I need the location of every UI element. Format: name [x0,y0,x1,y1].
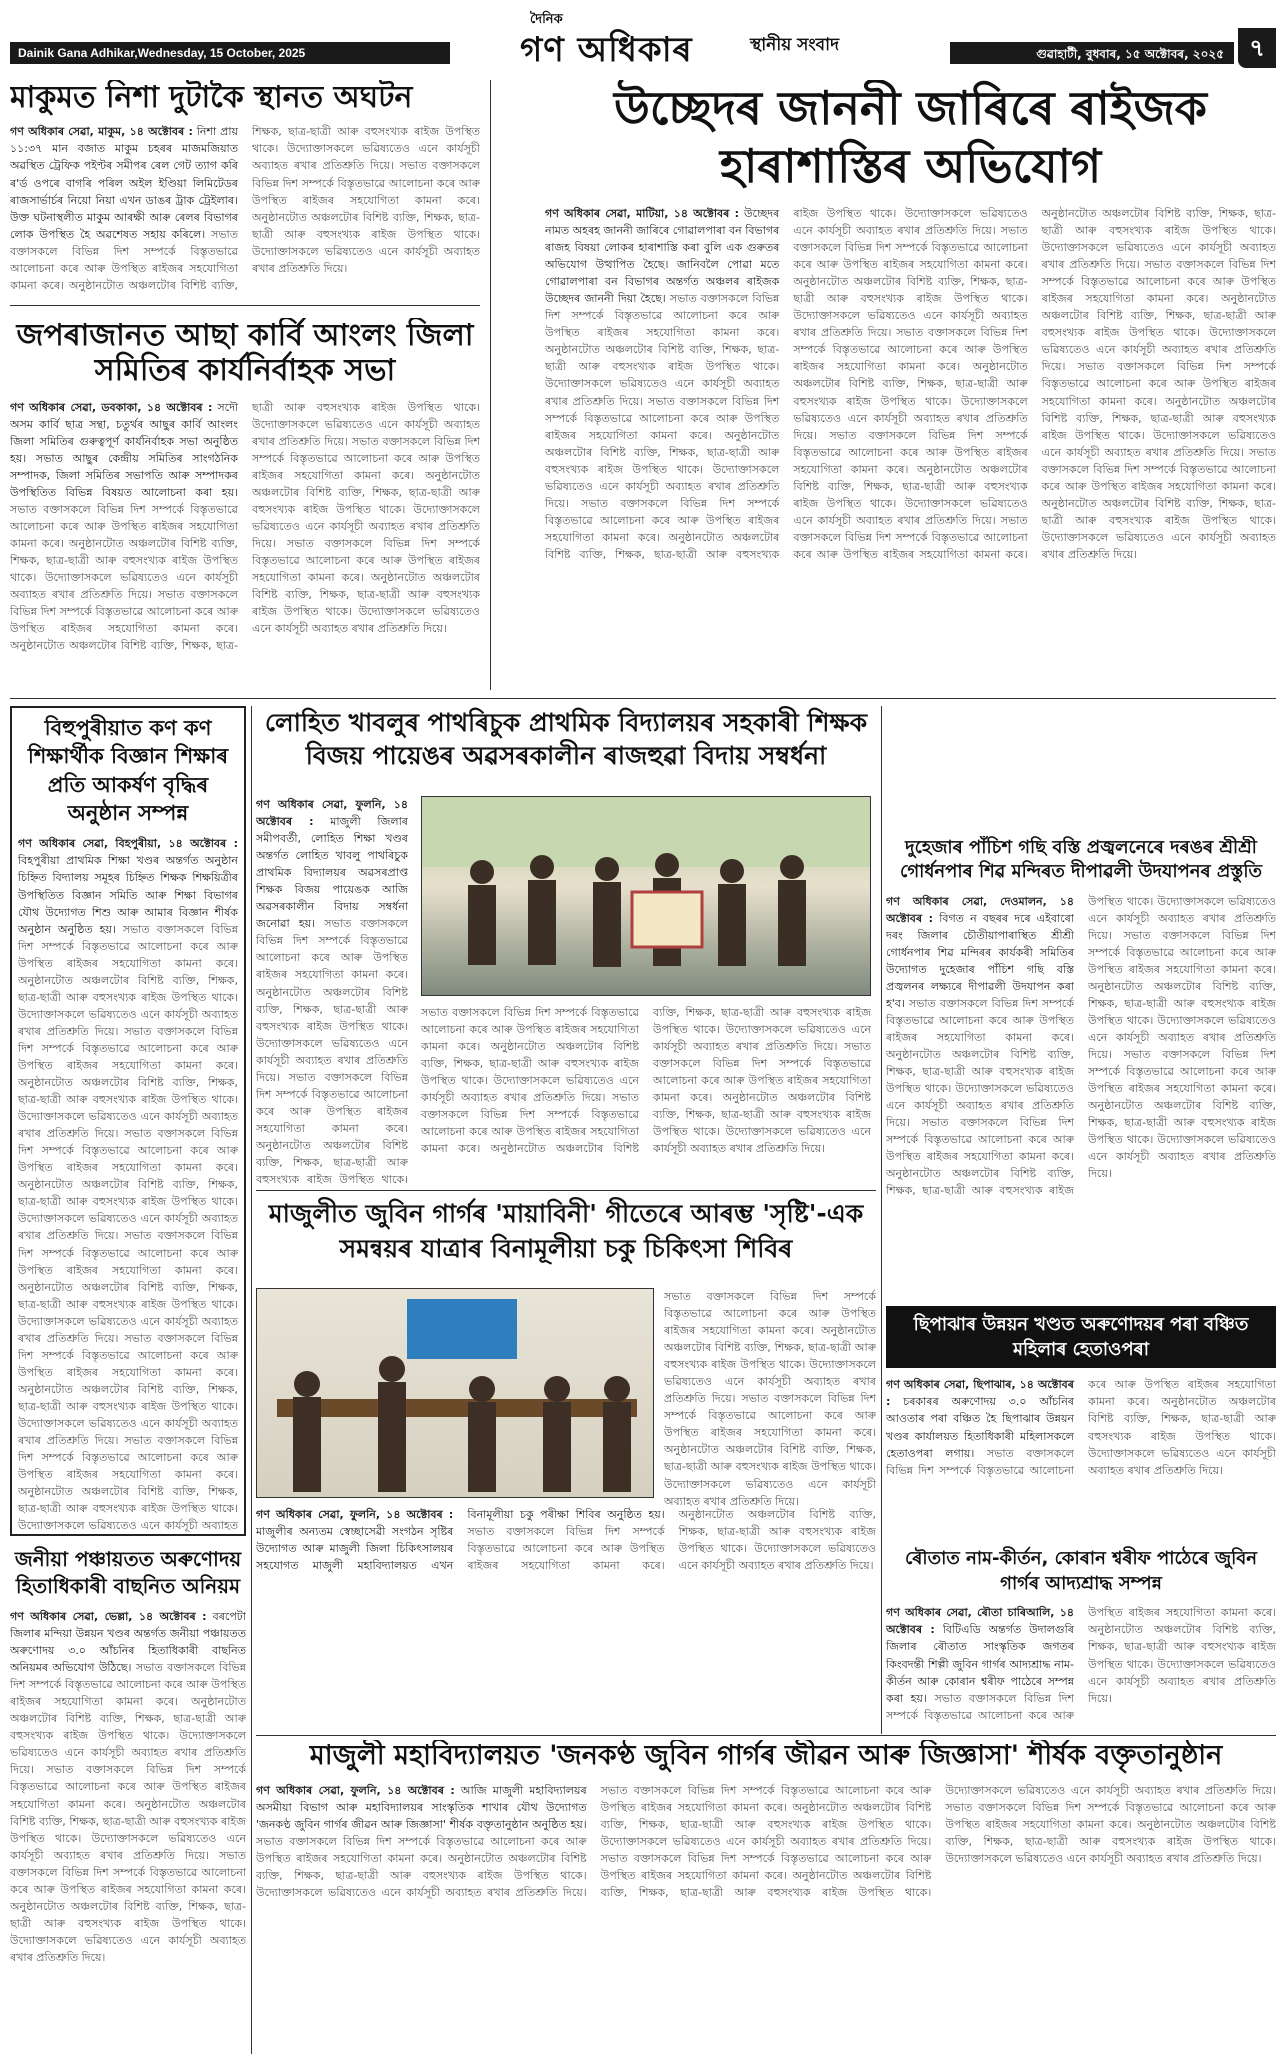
eye-camp-photo [256,1288,654,1498]
column-rule [10,305,480,306]
article-sipajhar [886,1306,1276,1536]
column-rule [251,706,252,2054]
article-body: গণ অধিকাৰ সেৱা, ফুলনি, ১৪ অক্টোবৰ : মাজুলী জিলাৰ সমীপবৰ্তী, লোহিত শিক্ষা খণ্ডৰ অন্তৰ্গত লোহিত খাবলু পাথৰিচুক প্ৰাথমিক বিদ্যালয়ৰ অৱসৰপ্ৰাপ্ত শিক্ষক বিজয় পায়েঙক আজি অৱসৰকালীন বিদায় সম্বৰ্ধনা জনোৱা হয়। সভাত বক্তাসকলে বিভিন্ন দিশ সম্পৰ্কে বিস্তৃতভাৱে আলোচনা কৰে আৰু উপস্থিত ৰাইজৰ সহযোগিতা কামনা কৰে। অনুষ্ঠানটোত অঞ্চলটোৰ বিশিষ্ট ব্যক্তি, শিক্ষক, ছাত্ৰ-ছাত্ৰী আৰু বহুসংখ্যক ৰাইজ উপস্থিত থাকে। উদ্যোক্তাসকলে ভৱিষ্যতেও এনে কাৰ্যসূচী অব্যাহত ৰখাৰ প্ৰতিশ্ৰুতি দিয়ে। সভাত বক্তাসকলে বিভিন্ন দিশ সম্পৰ্কে বিস্তৃতভাৱে আলোচনা কৰে আৰু উপস্থিত ৰাইজৰ সহযোগিতা কামনা কৰে। অনুষ্ঠানটোত অঞ্চলটোৰ বিশিষ্ট ব্যক্তি, শিক্ষক, ছাত্ৰ-ছাত্ৰী আৰু বহুসংখ্যক ৰাইজ উপস্থিত থাকে। [256,798,409,1186]
article-lead: নিশা প্ৰায় ১১:৩৭ মান বজাত মাকুম চহৰৰ মাজমজিয়াত অৱস্থিত ট্ৰেফিক পইণ্টৰ সমীপৰ ৰেল গেট ত্যাগ কৰি ৰ'ৰ্ড ওপৰে বাগৰি পৰিল অইল ইণ্ডিয়া লিমিটেডৰ ৰাজসাৰ্ভাৰ্চৰ নিয়ো নিয়া এখন ডাঙৰ ট্ৰাক ট্ৰেইলাৰ। উক্ত ঘটনাস্থলীত মাকুম আৰক্ষী আৰু ৰেলৰ বিভাগৰ লোক উপস্থিত হৈ অৱশেষত সহায় কৰিলে। [10,125,238,241]
article-dateline: গণ অধিকাৰ সেৱা, ৰৌতা চাৰিআলি, ১৪ অক্টোবৰ : [886,1606,1074,1637]
article-headline: ছিপাঝাৰ উন্নয়ন খণ্ডত অৰুণোদয়ৰ পৰা বঞ্চিত মহিলাৰ হেতাওপৰা [886,1306,1276,1368]
article-headline: উচ্ছেদৰ জাননী জাৰিৰে ৰাইজক হাৰাশাস্তিৰ অভিযোগ [614,81,1207,193]
article-body-continued: সভাত বক্তাসকলে বিভিন্ন দিশ সম্পৰ্কে বিস্তৃতভাৱে আলোচনা কৰে আৰু উপস্থিত ৰাইজৰ সহযোগিতা কামনা কৰে। অনুষ্ঠানটোত অঞ্চলটোৰ বিশিষ্ট ব্যক্তি, শিক্ষক, ছাত্ৰ-ছাত্ৰী আৰু বহুসংখ্যক ৰাইজ উপস্থিত থাকে। উদ্যোক্তাসকলে ভৱিষ্যতেও এনে কাৰ্যসূচী অব্যাহত ৰখাৰ প্ৰতিশ্ৰুতি দিয়ে। সভাত বক্তাসকলে বিভিন্ন দিশ সম্পৰ্কে বিস্তৃতভাৱে আলোচনা কৰে আৰু উপস্থিত ৰাইজৰ সহযোগিতা কামনা কৰে। অনুষ্ঠানটোত অঞ্চলটোৰ বিশিষ্ট ব্যক্তি, শিক্ষক, ছাত্ৰ-ছাত্ৰী আৰু বহুসংখ্যক ৰাইজ উপস্থিত থাকে। উদ্যোক্তাসকলে ভৱিষ্যতেও এনে কাৰ্যসূচী অব্যাহত ৰখাৰ প্ৰতিশ্ৰুতি দিয়ে। সভাত বক্তাসকলে বিভিন্ন দিশ সম্পৰ্কে বিস্তৃতভাৱে আলোচনা কৰে আৰু উপস্থিত ৰাইজৰ সহযোগিতা কামনা কৰে। অনুষ্ঠানটোত অঞ্চলটোৰ বিশিষ্ট ব্যক্তি, শিক্ষক, ছাত্ৰ-ছাত্ৰী আৰু বহুসংখ্যক ৰাইজ উপস্থিত থাকে। উদ্যোক্তাসকলে ভৱিষ্যতেও এনে কাৰ্যসূচী অব্যাহত ৰখাৰ প্ৰতিশ্ৰুতি দিয়ে। [421,1006,871,1156]
article-eye-camp [256,1196,876,1656]
masthead-left-banner: Dainik Gana Adhikar,Wednesday, 15 October, 2025 [10,42,450,64]
article-lead: মাজুলীৰ অন্যতম স্বেচ্ছাসেৱী সংগঠন সৃষ্টিৰ উদ্যোগত আৰু মাজুলী জিলা চিকিৎসালয়ৰ সহযোগত মাজুলী মহাবিদ্যালয়ত এখন বিনামূলীয়া চকু পৰীক্ষা শিবিৰ অনুষ্ঠিত হয়। [256,1508,665,1573]
article-body: গণ অধিকাৰ সেৱা, ৰৌতা চাৰিআলি, ১৪ অক্টোবৰ : বিটিএডি অন্তৰ্গত উদালগুৰি জিলাৰ ৰৌতাত সাংস্কৃতিক জগতৰ কিংবদন্তী শিল্পী জুবিন গাৰ্গৰ আদ্যশ্ৰাদ্ধ নাম-কীৰ্তন আৰু কোৰান শ্বৰীফ পাঠেৰে সম্পন্ন কৰা হয়। সভাত বক্তাসকলে বিভিন্ন দিশ সম্পৰ্কে বিস্তৃতভাৱে আলোচনা কৰে আৰু উপস্থিত ৰাইজৰ সহযোগিতা কামনা কৰে। অনুষ্ঠানটোত অঞ্চলটোৰ বিশিষ্ট ব্যক্তি, শিক্ষক, ছাত্ৰ-ছাত্ৰী আৰু বহুসংখ্যক ৰাইজ উপস্থিত থাকে। উদ্যোক্তাসকলে ভৱিষ্যতেও এনে কাৰ্যসূচী অব্যাহত ৰখাৰ প্ৰতিশ্ৰুতি দিয়ে। [886,1606,1276,1722]
article-headline: মাকুমত নিশা দুটাকৈ স্থানত অঘটন [10,80,413,115]
article-body: গণ অধিকাৰ সেৱা, মাকুম, ১৪ অক্টোবৰ : নিশা প্ৰায় ১১:৩৭ মান বজাত মাকুম চহৰৰ মাজমজিয়াত অৱস্থিত ট্ৰেফিক পইণ্টৰ সমীপৰ ৰেল গেট ত্যাগ কৰি ৰ'ৰ্ড ওপৰে বাগৰি পৰিল অইল ইণ্ডিয়া লিমিটেডৰ ৰাজসাৰ্ভাৰ্চৰ নিয়ো নিয়া এখন ডাঙৰ ট্ৰাক ট্ৰেইলাৰ। উক্ত ঘটনাস্থলীত মাকুম আৰক্ষী আৰু ৰেলৰ বিভাগৰ লোক উপস্থিত হৈ অৱশেষত সহায় কৰিলে। সভাত বক্তাসকলে বিভিন্ন দিশ সম্পৰ্কে বিস্তৃতভাৱে আলোচনা কৰে আৰু উপস্থিত ৰাইজৰ সহযোগিতা কামনা কৰে। অনুষ্ঠানটোত অঞ্চলটোৰ বিশিষ্ট ব্যক্তি, শিক্ষক, ছাত্ৰ-ছাত্ৰী আৰু বহুসংখ্যক ৰাইজ উপস্থিত থাকে। উদ্যোক্তাসকলে ভৱিষ্যতেও এনে কাৰ্যসূচী অব্যাহত ৰখাৰ প্ৰতিশ্ৰুতি দিয়ে। সভাত বক্তাসকলে বিভিন্ন দিশ সম্পৰ্কে বিস্তৃতভাৱে আলোচনা কৰে আৰু উপস্থিত ৰাইজৰ সহযোগিতা কামনা কৰে। অনুষ্ঠানটোত অঞ্চলটোৰ বিশিষ্ট ব্যক্তি, শিক্ষক, ছাত্ৰ-ছাত্ৰী আৰু বহুসংখ্যক ৰাইজ উপস্থিত থাকে। উদ্যোক্তাসকলে ভৱিষ্যতেও এনে কাৰ্যসূচী অব্যাহত ৰখাৰ প্ৰতিশ্ৰুতি দিয়ে। [10,125,480,292]
article-headline: বিহুপুৰীয়াত কণ কণ শিক্ষাৰ্থীক বিজ্ঞান শিক্ষাৰ প্ৰতি আকৰ্ষণ বৃদ্ধিৰ অনুষ্ঠান সম্পন্ন [27,716,229,826]
article-body: গণ অধিকাৰ সেৱা, ডবকাকা, ১৪ অক্টোবৰ : সদৌ অসম কাৰ্বি ছাত্ৰ সন্থা, চতুৰ্থৰ আছুৰ কাৰ্বি আংলং জিলা সমিতিৰ গুৰুত্বপূৰ্ণ কাৰ্যনিৰ্বাহক সভা অনুষ্ঠিত হয়। সভাত আছুৰ কেন্দ্ৰীয় সমিতিৰ সাংগঠনিক সম্পাদক, জিলা সমিতিৰ সভাপতি আৰু সম্পাদকৰ উপস্থিতিত বিভিন্ন বিষয়ত আলোচনা কৰা হয়। সভাত বক্তাসকলে বিভিন্ন দিশ সম্পৰ্কে বিস্তৃতভাৱে আলোচনা কৰে আৰু উপস্থিত ৰাইজৰ সহযোগিতা কামনা কৰে। অনুষ্ঠানটোত অঞ্চলটোৰ বিশিষ্ট ব্যক্তি, শিক্ষক, ছাত্ৰ-ছাত্ৰী আৰু বহুসংখ্যক ৰাইজ উপস্থিত থাকে। উদ্যোক্তাসকলে ভৱিষ্যতেও এনে কাৰ্যসূচী অব্যাহত ৰখাৰ প্ৰতিশ্ৰুতি দিয়ে। সভাত বক্তাসকলে বিভিন্ন দিশ সম্পৰ্কে বিস্তৃতভাৱে আলোচনা কৰে আৰু উপস্থিত ৰাইজৰ সহযোগিতা কামনা কৰে। অনুষ্ঠানটোত অঞ্চলটোৰ বিশিষ্ট ব্যক্তি, শিক্ষক, ছাত্ৰ-ছাত্ৰী আৰু বহুসংখ্যক ৰাইজ উপস্থিত থাকে। উদ্যোক্তাসকলে ভৱিষ্যতেও এনে কাৰ্যসূচী অব্যাহত ৰখাৰ প্ৰতিশ্ৰুতি দিয়ে। সভাত বক্তাসকলে বিভিন্ন দিশ সম্পৰ্কে বিস্তৃতভাৱে আলোচনা কৰে আৰু উপস্থিত ৰাইজৰ সহযোগিতা কামনা কৰে। অনুষ্ঠানটোত অঞ্চলটোৰ বিশিষ্ট ব্যক্তি, শিক্ষক, ছাত্ৰ-ছাত্ৰী আৰু বহুসংখ্যক ৰাইজ উপস্থিত থাকে। উদ্যোক্তাসকলে ভৱিষ্যতেও এনে কাৰ্যসূচী অব্যাহত ৰখাৰ প্ৰতিশ্ৰুতি দিয়ে। সভাত বক্তাসকলে বিভিন্ন দিশ সম্পৰ্কে বিস্তৃতভাৱে আলোচনা কৰে আৰু উপস্থিত ৰাইজৰ সহযোগিতা কামনা কৰে। অনুষ্ঠানটোত অঞ্চলটোৰ বিশিষ্ট ব্যক্তি, শিক্ষক, ছাত্ৰ-ছাত্ৰী আৰু বহুসংখ্যক ৰাইজ উপস্থিত থাকে। উদ্যোক্তাসকলে ভৱিষ্যতেও এনে কাৰ্যসূচী অব্যাহত ৰখাৰ প্ৰতিশ্ৰুতি দিয়ে। [10,400,480,653]
article-lead: উচ্ছেদৰ নামত অহৰহ জাননী জাৰিৰে গোৱালপাৰা বন বিভাগৰ ৰাজহ বিষয়া লোকৰ হাৰাশাস্তি কৰা বুলি এক গুৰুতৰ অভিযোগ উত্থাপিত হৈছে। জানিবলৈ পোৱা মতে গোৱালপাৰা বন বিভাগৰ অন্তৰ্গত অঞ্চলৰ ৰাইজক উচ্ছেদৰ জাননী দিয়া হৈছে। [545,207,780,306]
column-rule [256,1190,876,1191]
masthead-section-label: স্থানীয় সংবাদ [750,35,839,55]
article-lead: মাজুলী জিলাৰ সমীপবৰ্তী, লোহিত শিক্ষা খণ্ডৰ অন্তৰ্গত লোহিত খাবলু পাথৰিচুক প্ৰাথমিক বিদ্যালয়ৰ অৱসৰপ্ৰাপ্ত শিক্ষক বিজয় পায়েঙক আজি অৱসৰকালীন বিদায় সম্বৰ্ধনা জনোৱা হয়। [256,815,408,931]
article-headline: লোহিত খাবলুৰ পাথৰিচুক প্ৰাথমিক বিদ্যালয়ৰ সহকাৰী শিক্ষক বিজয় পায়েঙৰ অৱসৰকালীন ৰাজহুৱা বিদায় সম্বৰ্ধনা [264,708,868,770]
column-rule [256,1735,1276,1736]
article-lead: সদৌ অসম কাৰ্বি ছাত্ৰ সন্থা, চতুৰ্থৰ আছুৰ কাৰ্বি আংলং জিলা সমিতিৰ গুৰুত্বপূৰ্ণ কাৰ্যনিৰ্বাহক সভা অনুষ্ঠিত হয়। সভাত আছুৰ কেন্দ্ৰীয় সমিতিৰ সাংগঠনিক সম্পাদক, জিলা সমিতিৰ সভাপতি আৰু সম্পাদকৰ উপস্থিতিত বিভিন্ন বিষয়ত আলোচনা কৰা হয়। [10,400,239,500]
farewell-photo-people [422,797,871,996]
article-lead: বিহপুৰীয়া প্ৰাথমিক শিক্ষা খণ্ডৰ অন্তৰ্গত অনুষ্ঠান চিহ্নিত বিদ্যালয় সমূহৰ চিহ্নিত শিক্ষক শিক্ষয়িত্ৰীৰ উপস্থিতিত বিজ্ঞান সমিতি আৰু শিক্ষা বিভাগৰ যৌথ উদ্যোগত শিশু আৰু আমাৰ বিজ্ঞান শীৰ্ষক অনুষ্ঠান অনুষ্ঠিত হয়। [18,854,238,936]
article-headline: দুহেজাৰ পাঁচিশ গছি বস্তি প্ৰজ্বলনেৰে দৰঙৰ শ্ৰীশ্ৰী গোৰ্ধনপাৰ শিৱ মন্দিৰত দীপাৱলী উদযাপনৰ প্ৰস্তুতি [900,837,1262,883]
article-dewali-temple [886,836,1276,1296]
article-bihpuria-science [10,706,246,1536]
article-headline: জপৰাজানত আছা কাৰ্বি আংলং জিলা সমিতিৰ কাৰ্যনিৰ্বাহক সভা [16,318,474,389]
article-headline: ৰৌতাত নাম-কীৰ্তন, কোৰান শ্বৰীফ পাঠেৰে জুবিন গাৰ্গৰ আদ্যশ্ৰাদ্ধ সম্পন্ন [904,1548,1257,1595]
article-dateline: গণ অধিকাৰ সেৱা, ছিপাঝাৰ, ১৪ অক্টোবৰ : [886,1378,1074,1409]
article-dateline: গণ অধিকাৰ সেৱা, বিহপুৰীয়া, ১৪ অক্টোবৰ : [18,837,238,851]
article-dateline: গণ অধিকাৰ সেৱা, মাকুম, ১৪ অক্টোবৰ : [10,125,193,139]
article-body-continued: গণ অধিকাৰ সেৱা, ফুলনি, ১৪ অক্টোবৰ : মাজুলীৰ অন্যতম স্বেচ্ছাসেৱী সংগঠন সৃষ্টিৰ উদ্যোগত আৰু মাজুলী জিলা চিকিৎসালয়ৰ সহযোগত মাজুলী মহাবিদ্যালয়ত এখন বিনামূলীয়া চকু পৰীক্ষা শিবিৰ অনুষ্ঠিত হয়। সভাত বক্তাসকলে বিভিন্ন দিশ সম্পৰ্কে বিস্তৃতভাৱে আলোচনা কৰে আৰু উপস্থিত ৰাইজৰ সহযোগিতা কামনা কৰে। অনুষ্ঠানটোত অঞ্চলটোৰ বিশিষ্ট ব্যক্তি, শিক্ষক, ছাত্ৰ-ছাত্ৰী আৰু বহুসংখ্যক ৰাইজ উপস্থিত থাকে। উদ্যোক্তাসকলে ভৱিষ্যতেও এনে কাৰ্যসূচী অব্যাহত ৰখাৰ প্ৰতিশ্ৰুতি দিয়ে। [256,1508,876,1573]
article-janiya-panchayat [10,1546,246,2054]
masthead-logo [450,10,950,70]
article-body: গণ অধিকাৰ সেৱা, বিহপুৰীয়া, ১৪ অক্টোবৰ : বিহপুৰীয়া প্ৰাথমিক শিক্ষা খণ্ডৰ অন্তৰ্গত অনুষ্ঠান চিহ্নিত বিদ্যালয় সমূহৰ চিহ্নিত শিক্ষক শিক্ষয়িত্ৰীৰ উপস্থিতিত বিজ্ঞান সমিতি আৰু শিক্ষা বিভাগৰ যৌথ উদ্যোগত শিশু আৰু আমাৰ বিজ্ঞান শীৰ্ষক অনুষ্ঠান অনুষ্ঠিত হয়। সভাত বক্তাসকলে বিভিন্ন দিশ সম্পৰ্কে বিস্তৃতভাৱে আলোচনা কৰে আৰু উপস্থিত ৰাইজৰ সহযোগিতা কামনা কৰে। অনুষ্ঠানটোত অঞ্চলটোৰ বিশিষ্ট ব্যক্তি, শিক্ষক, ছাত্ৰ-ছাত্ৰী আৰু বহুসংখ্যক ৰাইজ উপস্থিত থাকে। উদ্যোক্তাসকলে ভৱিষ্যতেও এনে কাৰ্যসূচী অব্যাহত ৰখাৰ প্ৰতিশ্ৰুতি দিয়ে। সভাত বক্তাসকলে বিভিন্ন দিশ সম্পৰ্কে বিস্তৃতভাৱে আলোচনা কৰে আৰু উপস্থিত ৰাইজৰ সহযোগিতা কামনা কৰে। অনুষ্ঠানটোত অঞ্চলটোৰ বিশিষ্ট ব্যক্তি, শিক্ষক, ছাত্ৰ-ছাত্ৰী আৰু বহুসংখ্যক ৰাইজ উপস্থিত থাকে। উদ্যোক্তাসকলে ভৱিষ্যতেও এনে কাৰ্যসূচী অব্যাহত ৰখাৰ প্ৰতিশ্ৰুতি দিয়ে। সভাত বক্তাসকলে বিভিন্ন দিশ সম্পৰ্কে বিস্তৃতভাৱে আলোচনা কৰে আৰু উপস্থিত ৰাইজৰ সহযোগিতা কামনা কৰে। অনুষ্ঠানটোত অঞ্চলটোৰ বিশিষ্ট ব্যক্তি, শিক্ষক, ছাত্ৰ-ছাত্ৰী আৰু বহুসংখ্যক ৰাইজ উপস্থিত থাকে। উদ্যোক্তাসকলে ভৱিষ্যতেও এনে কাৰ্যসূচী অব্যাহত ৰখাৰ প্ৰতিশ্ৰুতি দিয়ে। সভাত বক্তাসকলে বিভিন্ন দিশ সম্পৰ্কে বিস্তৃতভাৱে আলোচনা কৰে আৰু উপস্থিত ৰাইজৰ সহযোগিতা কামনা কৰে। অনুষ্ঠানটোত অঞ্চলটোৰ বিশিষ্ট ব্যক্তি, শিক্ষক, ছাত্ৰ-ছাত্ৰী আৰু বহুসংখ্যক ৰাইজ উপস্থিত থাকে। উদ্যোক্তাসকলে ভৱিষ্যতেও এনে কাৰ্যসূচী অব্যাহত ৰখাৰ প্ৰতিশ্ৰুতি দিয়ে। সভাত বক্তাসকলে বিভিন্ন দিশ সম্পৰ্কে বিস্তৃতভাৱে আলোচনা কৰে আৰু উপস্থিত ৰাইজৰ সহযোগিতা কামনা কৰে। অনুষ্ঠানটোত অঞ্চলটোৰ বিশিষ্ট ব্যক্তি, শিক্ষক, ছাত্ৰ-ছাত্ৰী আৰু বহুসংখ্যক ৰাইজ উপস্থিত থাকে। উদ্যোক্তাসকলে ভৱিষ্যতেও এনে কাৰ্যসূচী অব্যাহত ৰখাৰ প্ৰতিশ্ৰুতি দিয়ে। সভাত বক্তাসকলে বিভিন্ন দিশ সম্পৰ্কে বিস্তৃতভাৱে আলোচনা কৰে আৰু উপস্থিত ৰাইজৰ সহযোগিতা কামনা কৰে। অনুষ্ঠানটোত অঞ্চলটোৰ বিশিষ্ট ব্যক্তি, শিক্ষক, ছাত্ৰ-ছাত্ৰী আৰু বহুসংখ্যক ৰাইজ উপস্থিত থাকে। উদ্যোক্তাসকলে ভৱিষ্যতেও এনে কাৰ্যসূচী অব্যাহত [18,837,238,1533]
farewell-photo [421,796,871,996]
article-dateline: গণ অধিকাৰ সেৱা, দেওমালন, ১৪ অক্টোবৰ : [886,894,1074,925]
article-eviction-notice [545,80,1276,650]
article-body: গণ অধিকাৰ সেৱা, ছিপাঝাৰ, ১৪ অক্টোবৰ : চৰকাৰৰ অৰুণোদয় ৩.০ আঁচনিৰ আওতাৰ পৰা বঞ্চিত হৈ ছিপাঝাৰ উন্নয়ন খণ্ডৰ কাৰ্যালয়ত হিতাধিকাৰী মহিলাসকলে হেতাওপৰা লগায়। সভাত বক্তাসকলে বিভিন্ন দিশ সম্পৰ্কে বিস্তৃতভাৱে আলোচনা কৰে আৰু উপস্থিত ৰাইজৰ সহযোগিতা কামনা কৰে। অনুষ্ঠানটোত অঞ্চলটোৰ বিশিষ্ট ব্যক্তি, শিক্ষক, ছাত্ৰ-ছাত্ৰী আৰু বহুসংখ্যক ৰাইজ উপস্থিত থাকে। উদ্যোক্তাসকলে ভৱিষ্যতেও এনে কাৰ্যসূচী অব্যাহত ৰখাৰ প্ৰতিশ্ৰুতি দিয়ে। [886,1378,1276,1477]
column-rule [881,706,882,1734]
article-teacher-farewell [256,706,876,1186]
article-karbi-anglong-meeting [10,318,480,690]
masthead [10,10,1276,70]
article-body: গণ অধিকাৰ সেৱা, ভেল্লা, ১৪ অক্টোবৰ : বৰপেটা জিলাৰ মন্দিয়া উন্নয়ন খণ্ডৰ অন্তৰ্গত জনীয়া পঞ্চায়তত অৰুণোদয় ৩.০ আঁচনিৰ হিতাধিকাৰী বাছনিত অনিয়মৰ অভিযোগ উঠিছে। সভাত বক্তাসকলে বিভিন্ন দিশ সম্পৰ্কে বিস্তৃতভাৱে আলোচনা কৰে আৰু উপস্থিত ৰাইজৰ সহযোগিতা কামনা কৰে। অনুষ্ঠানটোত অঞ্চলটোৰ বিশিষ্ট ব্যক্তি, শিক্ষক, ছাত্ৰ-ছাত্ৰী আৰু বহুসংখ্যক ৰাইজ উপস্থিত থাকে। উদ্যোক্তাসকলে ভৱিষ্যতেও এনে কাৰ্যসূচী অব্যাহত ৰখাৰ প্ৰতিশ্ৰুতি দিয়ে। সভাত বক্তাসকলে বিভিন্ন দিশ সম্পৰ্কে বিস্তৃতভাৱে আলোচনা কৰে আৰু উপস্থিত ৰাইজৰ সহযোগিতা কামনা কৰে। অনুষ্ঠানটোত অঞ্চলটোৰ বিশিষ্ট ব্যক্তি, শিক্ষক, ছাত্ৰ-ছাত্ৰী আৰু বহুসংখ্যক ৰাইজ উপস্থিত থাকে। উদ্যোক্তাসকলে ভৱিষ্যতেও এনে কাৰ্যসূচী অব্যাহত ৰখাৰ প্ৰতিশ্ৰুতি দিয়ে। সভাত বক্তাসকলে বিভিন্ন দিশ সম্পৰ্কে বিস্তৃতভাৱে আলোচনা কৰে আৰু উপস্থিত ৰাইজৰ সহযোগিতা কামনা কৰে। অনুষ্ঠানটোত অঞ্চলটোৰ বিশিষ্ট ব্যক্তি, শিক্ষক, ছাত্ৰ-ছাত্ৰী আৰু বহুসংখ্যক ৰাইজ উপস্থিত থাকে। উদ্যোক্তাসকলে ভৱিষ্যতেও এনে কাৰ্যসূচী অব্যাহত ৰখাৰ প্ৰতিশ্ৰুতি দিয়ে। [10,1610,246,1964]
article-body: গণ অধিকাৰ সেৱা, দেওমালন, ১৪ অক্টোবৰ : বিগত ন বছৰৰ দৰে এইবাৰো দৰং জিলাৰ চৌতীয়াপাৰাস্থিত শ্ৰীশ্ৰী গোৰ্ধনপাৰ শিৱ মন্দিৰৰ কাৰ্যকৰী সমিতিৰ উদ্যোগত দুহেজাৰ পাঁচিশ গছি বস্তি প্ৰজ্বলনৰ লক্ষ্যৰে দীপাৱলী উদযাপন কৰা হ'ব। সভাত বক্তাসকলে বিভিন্ন দিশ সম্পৰ্কে বিস্তৃতভাৱে আলোচনা কৰে আৰু উপস্থিত ৰাইজৰ সহযোগিতা কামনা কৰে। অনুষ্ঠানটোত অঞ্চলটোৰ বিশিষ্ট ব্যক্তি, শিক্ষক, ছাত্ৰ-ছাত্ৰী আৰু বহুসংখ্যক ৰাইজ উপস্থিত থাকে। উদ্যোক্তাসকলে ভৱিষ্যতেও এনে কাৰ্যসূচী অব্যাহত ৰখাৰ প্ৰতিশ্ৰুতি দিয়ে। সভাত বক্তাসকলে বিভিন্ন দিশ সম্পৰ্কে বিস্তৃতভাৱে আলোচনা কৰে আৰু উপস্থিত ৰাইজৰ সহযোগিতা কামনা কৰে। অনুষ্ঠানটোত অঞ্চলটোৰ বিশিষ্ট ব্যক্তি, শিক্ষক, ছাত্ৰ-ছাত্ৰী আৰু বহুসংখ্যক ৰাইজ উপস্থিত থাকে। উদ্যোক্তাসকলে ভৱিষ্যতেও এনে কাৰ্যসূচী অব্যাহত ৰখাৰ প্ৰতিশ্ৰুতি দিয়ে। সভাত বক্তাসকলে বিভিন্ন দিশ সম্পৰ্কে বিস্তৃতভাৱে আলোচনা কৰে আৰু উপস্থিত ৰাইজৰ সহযোগিতা কামনা কৰে। অনুষ্ঠানটোত অঞ্চলটোৰ বিশিষ্ট ব্যক্তি, শিক্ষক, ছাত্ৰ-ছাত্ৰী আৰু বহুসংখ্যক ৰাইজ উপস্থিত থাকে। উদ্যোক্তাসকলে ভৱিষ্যতেও এনে কাৰ্যসূচী অব্যাহত ৰখাৰ প্ৰতিশ্ৰুতি দিয়ে। সভাত বক্তাসকলে বিভিন্ন দিশ সম্পৰ্কে বিস্তৃতভাৱে আলোচনা কৰে আৰু উপস্থিত ৰাইজৰ সহযোগিতা কামনা কৰে। অনুষ্ঠানটোত অঞ্চলটোৰ বিশিষ্ট ব্যক্তি, শিক্ষক, ছাত্ৰ-ছাত্ৰী আৰু বহুসংখ্যক ৰাইজ উপস্থিত থাকে। উদ্যোক্তাসকলে ভৱিষ্যতেও এনে কাৰ্যসূচী অব্যাহত ৰখাৰ প্ৰতিশ্ৰুতি দিয়ে। [886,894,1276,1198]
article-rauta-shraddha [886,1546,1276,1731]
article-lead: আজি মাজুলী মহাবিদ্যালয়ৰ অসমীয়া বিভাগ আৰু মহাবিদ্যালয়ৰ সাংস্কৃতিক শাখাৰ যৌথ উদ্যোগত 'জনকণ্ঠ জুবিন গাৰ্গৰ জীৱন আৰু জিজ্ঞাসা' শীৰ্ষক বক্তৃতানুষ্ঠান অনুষ্ঠিত হয়। [256,1783,587,1831]
article-lead: চৰকাৰৰ অৰুণোদয় ৩.০ আঁচনিৰ আওতাৰ পৰা বঞ্চিত হৈ ছিপাঝাৰ উন্নয়ন খণ্ডৰ কাৰ্যালয়ত হিতাধিকাৰী মহিলাসকলে হেতাওপৰা লগায়। [886,1395,1075,1460]
article-makum [10,80,480,295]
page-number: ৭ [1238,28,1276,68]
article-body: গণ অধিকাৰ সেৱা, ফুলনি, ১৪ অক্টোবৰ : আজি মাজুলী মহাবিদ্যালয়ৰ অসমীয়া বিভাগ আৰু মহাবিদ্যালয়ৰ সাংস্কৃতিক শাখাৰ যৌথ উদ্যোগত 'জনকণ্ঠ জুবিন গাৰ্গৰ জীৱন আৰু জিজ্ঞাসা' শীৰ্ষক বক্তৃতানুষ্ঠান অনুষ্ঠিত হয়। সভাত বক্তাসকলে বিভিন্ন দিশ সম্পৰ্কে বিস্তৃতভাৱে আলোচনা কৰে আৰু উপস্থিত ৰাইজৰ সহযোগিতা কামনা কৰে। অনুষ্ঠানটোত অঞ্চলটোৰ বিশিষ্ট ব্যক্তি, শিক্ষক, ছাত্ৰ-ছাত্ৰী আৰু বহুসংখ্যক ৰাইজ উপস্থিত থাকে। উদ্যোক্তাসকলে ভৱিষ্যতেও এনে কাৰ্যসূচী অব্যাহত ৰখাৰ প্ৰতিশ্ৰুতি দিয়ে। সভাত বক্তাসকলে বিভিন্ন দিশ সম্পৰ্কে বিস্তৃতভাৱে আলোচনা কৰে আৰু উপস্থিত ৰাইজৰ সহযোগিতা কামনা কৰে। অনুষ্ঠানটোত অঞ্চলটোৰ বিশিষ্ট ব্যক্তি, শিক্ষক, ছাত্ৰ-ছাত্ৰী আৰু বহুসংখ্যক ৰাইজ উপস্থিত থাকে। উদ্যোক্তাসকলে ভৱিষ্যতেও এনে কাৰ্যসূচী অব্যাহত ৰখাৰ প্ৰতিশ্ৰুতি দিয়ে। সভাত বক্তাসকলে বিভিন্ন দিশ সম্পৰ্কে বিস্তৃতভাৱে আলোচনা কৰে আৰু উপস্থিত ৰাইজৰ সহযোগিতা কামনা কৰে। অনুষ্ঠানটোত অঞ্চলটোৰ বিশিষ্ট ব্যক্তি, শিক্ষক, ছাত্ৰ-ছাত্ৰী আৰু বহুসংখ্যক ৰাইজ উপস্থিত থাকে। উদ্যোক্তাসকলে ভৱিষ্যতেও এনে কাৰ্যসূচী অব্যাহত ৰখাৰ প্ৰতিশ্ৰুতি দিয়ে। সভাত বক্তাসকলে বিভিন্ন দিশ সম্পৰ্কে বিস্তৃতভাৱে আলোচনা কৰে আৰু উপস্থিত ৰাইজৰ সহযোগিতা কামনা কৰে। অনুষ্ঠানটোত অঞ্চলটোৰ বিশিষ্ট ব্যক্তি, শিক্ষক, ছাত্ৰ-ছাত্ৰী আৰু বহুসংখ্যক ৰাইজ উপস্থিত থাকে। উদ্যোক্তাসকলে ভৱিষ্যতেও এনে কাৰ্যসূচী অব্যাহত ৰখাৰ প্ৰতিশ্ৰুতি দিয়ে। [256,1783,1276,1900]
column-rule [490,80,491,690]
article-lead: বিটিএডি অন্তৰ্গত উদালগুৰি জিলাৰ ৰৌতাত সাংস্কৃতিক জগতৰ কিংবদন্তী শিল্পী জুবিন গাৰ্গৰ আদ্যশ্ৰাদ্ধ নাম-কীৰ্তন আৰু কোৰান শ্বৰীফ পাঠেৰে সম্পন্ন কৰা হয়। [886,1623,1074,1705]
article-dateline: গণ অধিকাৰ সেৱা, ডবকাকা, ১৪ অক্টোবৰ : [10,400,213,414]
article-dateline: গণ অধিকাৰ সেৱা, ফুলনি, ১৪ অক্টোবৰ : [256,798,408,829]
article-headline: মাজুলী মহাবিদ্যালয়ত 'জনকণ্ঠ জুবিন গাৰ্গৰ জীৱন আৰু জিজ্ঞাসা' শীৰ্ষক বক্তৃতানুষ্ঠান [309,1740,1223,1771]
article-continuation: সভাত বক্তাসকলে বিভিন্ন দিশ সম্পৰ্কে বিস্তৃতভাৱে আলোচনা কৰে আৰু উপস্থিত ৰাইজৰ সহযোগিতা কামনা কৰে। অনুষ্ঠানটোত অঞ্চলটোৰ বিশিষ্ট ব্যক্তি, শিক্ষক, ছাত্ৰ-ছাত্ৰী আৰু বহুসংখ্যক ৰাইজ উপস্থিত থাকে। উদ্যোক্তাসকলে ভৱিষ্যতেও এনে কাৰ্যসূচী অব্যাহত ৰখাৰ প্ৰতিশ্ৰুতি দিয়ে। [10,125,480,292]
eye-camp-photo-people [257,1289,654,1498]
article-dateline: গণ অধিকাৰ সেৱা, ফুলনি, ১৪ অক্টোবৰ : [256,1508,454,1521]
masthead-daily-label: দৈনিক [530,12,563,27]
article-lead: বৰপেটা জিলাৰ মন্দিয়া উন্নয়ন খণ্ডৰ অন্তৰ্গত জনীয়া পঞ্চায়তত অৰুণোদয় ৩.০ আঁচনিৰ হিতাধিকাৰী বাছনিত অনিয়মৰ অভিযোগ উঠিছে। [10,1610,246,1675]
article-body: সভাত বক্তাসকলে বিভিন্ন দিশ সম্পৰ্কে বিস্তৃতভাৱে আলোচনা কৰে আৰু উপস্থিত ৰাইজৰ সহযোগিতা কামনা কৰে। অনুষ্ঠানটোত অঞ্চলটোৰ বিশিষ্ট ব্যক্তি, শিক্ষক, ছাত্ৰ-ছাত্ৰী আৰু বহুসংখ্যক ৰাইজ উপস্থিত থাকে। উদ্যোক্তাসকলে ভৱিষ্যতেও এনে কাৰ্যসূচী অব্যাহত ৰখাৰ প্ৰতিশ্ৰুতি দিয়ে। সভাত বক্তাসকলে বিভিন্ন দিশ সম্পৰ্কে বিস্তৃতভাৱে আলোচনা কৰে আৰু উপস্থিত ৰাইজৰ সহযোগিতা কামনা কৰে। অনুষ্ঠানটোত অঞ্চলটোৰ বিশিষ্ট ব্যক্তি, শিক্ষক, ছাত্ৰ-ছাত্ৰী আৰু বহুসংখ্যক ৰাইজ উপস্থিত থাকে। উদ্যোক্তাসকলে ভৱিষ্যতেও এনে কাৰ্যসূচী অব্যাহত ৰখাৰ প্ৰতিশ্ৰুতি দিয়ে। [664,1290,876,1508]
article-headline: মাজুলীত জুবিন গাৰ্গৰ 'মায়াবিনী' গীতেৰে আৰম্ভ 'সৃষ্টি'-এক সমন্বয়ৰ যাত্ৰাৰ বিনামূলীয়া চকু চিকিৎসা শিবিৰ [268,1199,864,1263]
column-rule [10,698,1276,699]
article-dateline: গণ অধিকাৰ সেৱা, মাটিয়া, ১৪ অক্টোবৰ : [545,207,740,220]
article-lead: বিগত ন বছৰৰ দৰে এইবাৰো দৰং জিলাৰ চৌতীয়াপাৰাস্থিত শ্ৰীশ্ৰী গোৰ্ধনপাৰ শিৱ মন্দিৰৰ কাৰ্যকৰী সমিতিৰ উদ্যোগত দুহেজাৰ পাঁচিশ গছি বস্তি প্ৰজ্বলনৰ লক্ষ্যৰে দীপাৱলী উদযাপন কৰা হ'ব। [886,911,1075,1010]
article-dateline: গণ অধিকাৰ সেৱা, ফুলনি, ১৪ অক্টোবৰ : [256,1783,455,1797]
article-headline: জনীয়া পঞ্চায়তত অৰুণোদয় হিতাধিকাৰী বাছনিত অনিয়ম [14,1547,242,1598]
article-dateline: গণ অধিকাৰ সেৱা, ভেল্লা, ১৪ অক্টোবৰ : [10,1610,207,1623]
masthead-newspaper-name: গণ অধিকাৰ [520,30,693,70]
masthead-right-banner: গুৱাহাটী, বুধবাৰ, ১৫ অক্টোবৰ, ২০২৫ [950,42,1234,64]
article-majuli-lecture [256,1740,1276,2054]
article-body: গণ অধিকাৰ সেৱা, মাটিয়া, ১৪ অক্টোবৰ : উচ্ছেদৰ নামত অহৰহ জাননী জাৰিৰে গোৱালপাৰা বন বিভাগৰ ৰাজহ বিষয়া লোকৰ হাৰাশাস্তি কৰা বুলি এক গুৰুতৰ অভিযোগ উত্থাপিত হৈছে। জানিবলৈ পোৱা মতে গোৱালপাৰা বন বিভাগৰ অন্তৰ্গত অঞ্চলৰ ৰাইজক উচ্ছেদৰ জাননী দিয়া হৈছে। সভাত বক্তাসকলে বিভিন্ন দিশ সম্পৰ্কে বিস্তৃতভাৱে আলোচনা কৰে আৰু উপস্থিত ৰাইজৰ সহযোগিতা কামনা কৰে। অনুষ্ঠানটোত অঞ্চলটোৰ বিশিষ্ট ব্যক্তি, শিক্ষক, ছাত্ৰ-ছাত্ৰী আৰু বহুসংখ্যক ৰাইজ উপস্থিত থাকে। উদ্যোক্তাসকলে ভৱিষ্যতেও এনে কাৰ্যসূচী অব্যাহত ৰখাৰ প্ৰতিশ্ৰুতি দিয়ে। সভাত বক্তাসকলে বিভিন্ন দিশ সম্পৰ্কে বিস্তৃতভাৱে আলোচনা কৰে আৰু উপস্থিত ৰাইজৰ সহযোগিতা কামনা কৰে। অনুষ্ঠানটোত অঞ্চলটোৰ বিশিষ্ট ব্যক্তি, শিক্ষক, ছাত্ৰ-ছাত্ৰী আৰু বহুসংখ্যক ৰাইজ উপস্থিত থাকে। উদ্যোক্তাসকলে ভৱিষ্যতেও এনে কাৰ্যসূচী অব্যাহত ৰখাৰ প্ৰতিশ্ৰুতি দিয়ে। সভাত বক্তাসকলে বিভিন্ন দিশ সম্পৰ্কে বিস্তৃতভাৱে আলোচনা কৰে আৰু উপস্থিত ৰাইজৰ সহযোগিতা কামনা কৰে। অনুষ্ঠানটোত অঞ্চলটোৰ বিশিষ্ট ব্যক্তি, শিক্ষক, ছাত্ৰ-ছাত্ৰী আৰু বহুসংখ্যক ৰাইজ উপস্থিত থাকে। উদ্যোক্তাসকলে ভৱিষ্যতেও এনে কাৰ্যসূচী অব্যাহত ৰখাৰ প্ৰতিশ্ৰুতি দিয়ে। সভাত বক্তাসকলে বিভিন্ন দিশ সম্পৰ্কে বিস্তৃতভাৱে আলোচনা কৰে আৰু উপস্থিত ৰাইজৰ সহযোগিতা কামনা কৰে। অনুষ্ঠানটোত অঞ্চলটোৰ বিশিষ্ট ব্যক্তি, শিক্ষক, ছাত্ৰ-ছাত্ৰী আৰু বহুসংখ্যক ৰাইজ উপস্থিত থাকে। উদ্যোক্তাসকলে ভৱিষ্যতেও এনে কাৰ্যসূচী অব্যাহত ৰখাৰ প্ৰতিশ্ৰুতি দিয়ে। সভাত বক্তাসকলে বিভিন্ন দিশ সম্পৰ্কে বিস্তৃতভাৱে আলোচনা কৰে আৰু উপস্থিত ৰাইজৰ সহযোগিতা কামনা কৰে। অনুষ্ঠানটোত অঞ্চলটোৰ বিশিষ্ট ব্যক্তি, শিক্ষক, ছাত্ৰ-ছাত্ৰী আৰু বহুসংখ্যক ৰাইজ উপস্থিত থাকে। উদ্যোক্তাসকলে ভৱিষ্যতেও এনে কাৰ্যসূচী অব্যাহত ৰখাৰ প্ৰতিশ্ৰুতি দিয়ে। সভাত বক্তাসকলে বিভিন্ন দিশ সম্পৰ্কে বিস্তৃতভাৱে আলোচনা কৰে আৰু উপস্থিত ৰাইজৰ সহযোগিতা কামনা কৰে। অনুষ্ঠানটোত অঞ্চলটোৰ বিশিষ্ট ব্যক্তি, শিক্ষক, ছাত্ৰ-ছাত্ৰী আৰু বহুসংখ্যক ৰাইজ উপস্থিত থাকে। উদ্যোক্তাসকলে ভৱিষ্যতেও এনে কাৰ্যসূচী অব্যাহত ৰখাৰ প্ৰতিশ্ৰুতি দিয়ে। সভাত বক্তাসকলে বিভিন্ন দিশ সম্পৰ্কে বিস্তৃতভাৱে আলোচনা কৰে আৰু উপস্থিত ৰাইজৰ সহযোগিতা কামনা কৰে। অনুষ্ঠানটোত অঞ্চলটোৰ বিশিষ্ট ব্যক্তি, শিক্ষক, ছাত্ৰ-ছাত্ৰী আৰু বহুসংখ্যক ৰাইজ উপস্থিত থাকে। উদ্যোক্তাসকলে ভৱিষ্যতেও এনে কাৰ্যসূচী অব্যাহত ৰখাৰ প্ৰতিশ্ৰুতি দিয়ে। সভাত বক্তাসকলে বিভিন্ন দিশ সম্পৰ্কে বিস্তৃতভাৱে আলোচনা কৰে আৰু উপস্থিত ৰাইজৰ সহযোগিতা কামনা কৰে। অনুষ্ঠানটোত অঞ্চলটোৰ বিশিষ্ট ব্যক্তি, শিক্ষক, ছাত্ৰ-ছাত্ৰী আৰু বহুসংখ্যক ৰাইজ উপস্থিত থাকে। উদ্যোক্তাসকলে ভৱিষ্যতেও এনে কাৰ্যসূচী অব্যাহত ৰখাৰ প্ৰতিশ্ৰুতি দিয়ে। সভাত বক্তাসকলে বিভিন্ন দিশ সম্পৰ্কে বিস্তৃতভাৱে আলোচনা কৰে আৰু উপস্থিত ৰাইজৰ সহযোগিতা কামনা কৰে। অনুষ্ঠানটোত অঞ্চলটোৰ বিশিষ্ট ব্যক্তি, শিক্ষক, ছাত্ৰ-ছাত্ৰী আৰু বহুসংখ্যক ৰাইজ উপস্থিত থাকে। উদ্যোক্তাসকলে ভৱিষ্যতেও এনে কাৰ্যসূচী অব্যাহত ৰখাৰ প্ৰতিশ্ৰুতি দিয়ে। সভাত বক্তাসকলে বিভিন্ন দিশ সম্পৰ্কে বিস্তৃতভাৱে আলোচনা কৰে আৰু উপস্থিত ৰাইজৰ সহযোগিতা কামনা কৰে। অনুষ্ঠানটোত অঞ্চলটোৰ বিশিষ্ট ব্যক্তি, শিক্ষক, ছাত্ৰ-ছাত্ৰী আৰু বহুসংখ্যক ৰাইজ উপস্থিত থাকে। উদ্যোক্তাসকলে ভৱিষ্যতেও এনে কাৰ্যসূচী অব্যাহত ৰখাৰ প্ৰতিশ্ৰুতি দিয়ে। [545,207,1276,561]
